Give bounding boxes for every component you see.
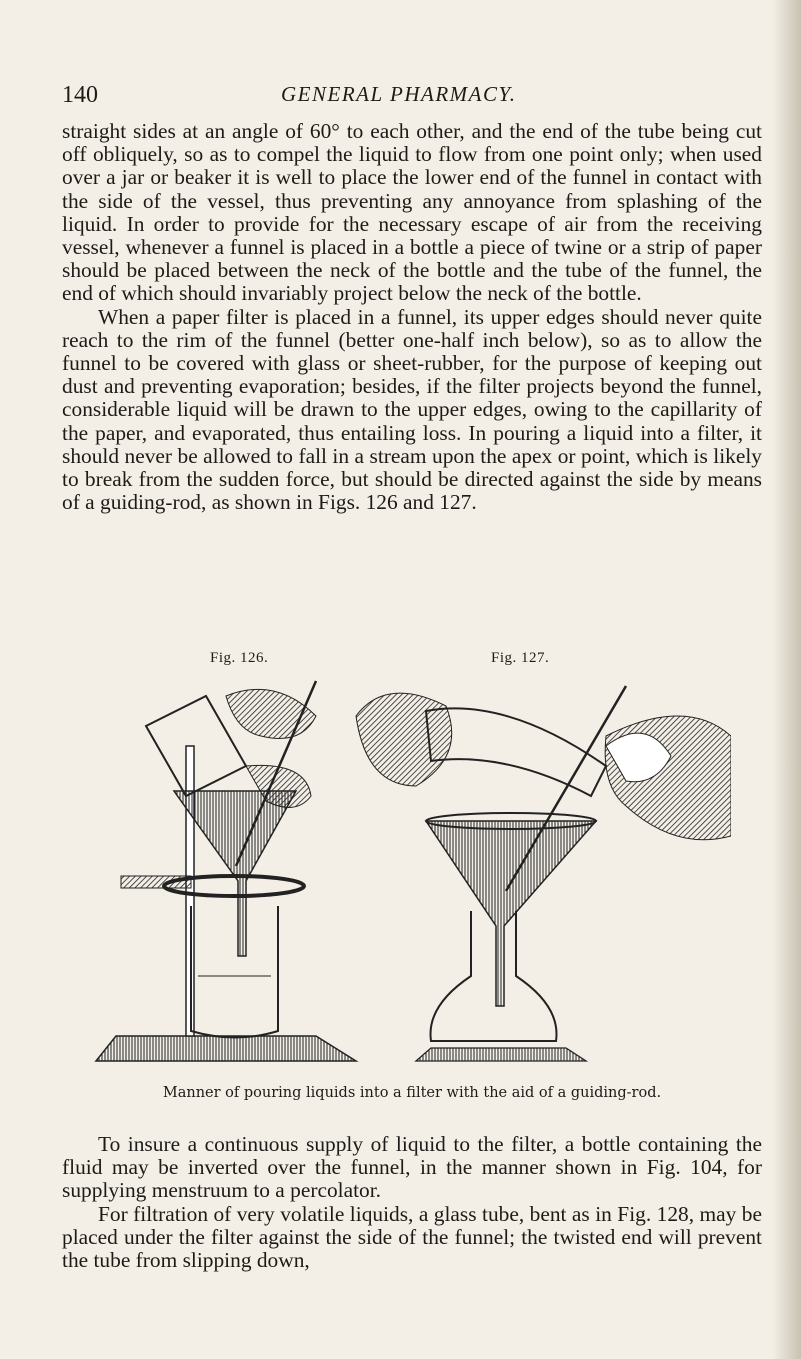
figure-126-label: Fig. 126. (210, 650, 269, 666)
paragraph: straight sides at an angle of 60° to each other, and the end of the tube being cut off obliquely, so as to compel the liquid to flow from one point only; when used over a jar or beaker it is well to place the lower end of the funnel in contact with the side of the vessel, thus preventing any annoyance from splashing of the liquid. In order to provide for the necessary escape of air from the receiving vessel, whenever a funnel is placed in a bottle a piece of twine or a strip of paper should be placed between the neck of the bottle and the tube of the funnel, the end of which should invariably project below the neck of the bottle. (62, 119, 762, 306)
page-edge-shadow (773, 0, 801, 1359)
figure-caption: Manner of pouring liquids into a filter with the aid of a guiding-rod. (162, 1085, 662, 1101)
body-text-bottom (62, 1133, 762, 1272)
figure-126-illustration (96, 681, 356, 1061)
page-number: 140 (62, 82, 98, 108)
paragraph: For filtration of very volatile liquids, a glass tube, bent as in Fig. 128, may be placed under the filter against the side of the funnel; the twisted end will prevent the tube from slipping down, (62, 1201, 762, 1273)
paragraph: When a paper filter is placed in a funnel, its upper edges should never quite reach to the rim of the funnel (better one-half inch below), so as to allow the funnel to be covered with glass or sheet-rubber, for the purpose of keeping out dust and preventing evaporation; besides, if the filter projects beyond the funnel, considerable liquid will be drawn to the upper edges, owing to the capillarity of the paper, and evaporated, thus entailing loss. In pouring a liquid into a filter, it should never be allowed to fall in a stream upon the apex or point, which is likely to break from the sudden force, but should be directed against the side by means of a guiding-rod, as shown in Figs. 126 and 127. (62, 304, 762, 515)
filtration-engraving (86, 676, 731, 1071)
figure-127-label: Fig. 127. (491, 650, 550, 666)
body-text-top (62, 120, 762, 514)
running-title: GENERAL PHARMACY. (281, 82, 517, 106)
figure-127-illustration (356, 686, 731, 1061)
paragraph: To insure a continuous supply of liquid to the filter, a bottle containing the fluid may be inverted over the funnel, in the manner shown in Fig. 104, for supplying menstruum to a percolator. (62, 1132, 762, 1203)
page-header (62, 82, 762, 112)
